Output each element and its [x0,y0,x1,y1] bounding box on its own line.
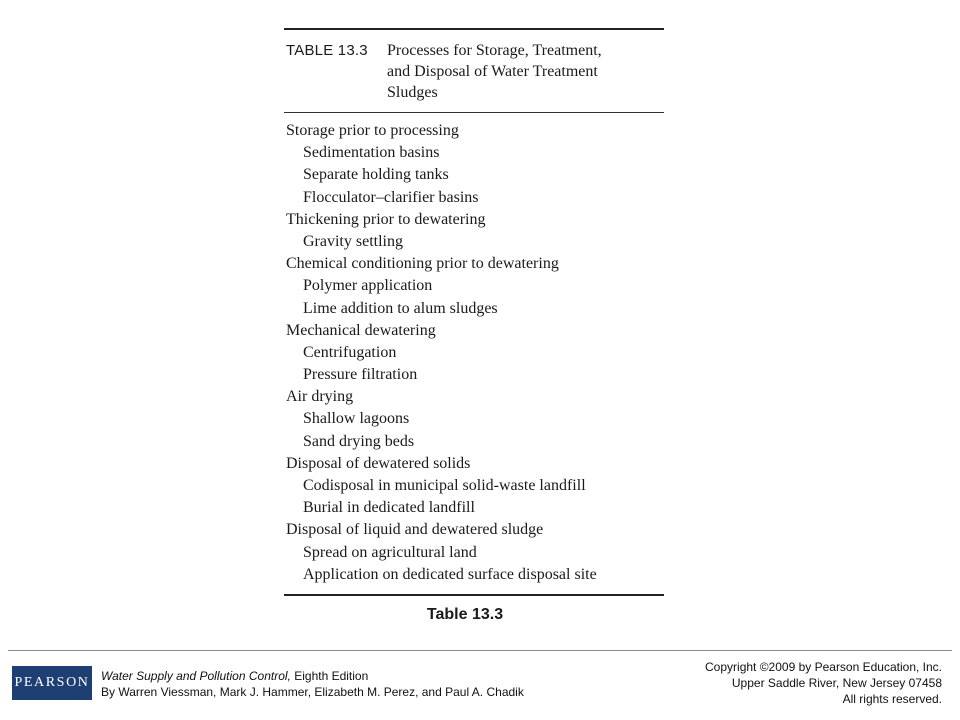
table-category: Mechanical dewatering [286,321,436,339]
table-subentry: Burial in dedicated landfill [303,499,475,517]
table-subentry: Polymer application [303,277,433,295]
book-edition: Eighth Edition [290,669,369,683]
copyright-line: Copyright ©2009 by Pearson Education, Inc. [705,660,942,674]
table-subentry: Pressure filtration [303,366,418,384]
table-subentry: Sedimentation basins [303,144,440,162]
table-subentry: Separate holding tanks [303,166,449,184]
book-title: Water Supply and Pollution Control, [101,669,291,683]
pearson-logo [12,666,92,700]
table-subentry: Gravity settling [303,232,403,250]
publisher-address: Upper Saddle River, New Jersey 07458 [731,676,942,690]
table-subentry: Lime addition to alum sludges [303,299,498,317]
book-title-line [101,668,524,684]
table-13-3 [284,28,664,596]
table-category: Air drying [286,388,354,406]
table-title-line: and Disposal of Water Treatment [387,63,598,80]
table-subentry: Spread on agricultural land [303,543,477,561]
table-body [284,113,664,594]
logo-text: PEARSON [14,675,90,690]
table-title-line: Sludges [387,84,438,101]
book-authors: By Warren Viessman, Mark J. Hammer, Elizabeth M. Perez, and Paul A. Chadik [101,685,524,699]
table-category: Chemical conditioning prior to dewatering [286,255,559,273]
table-category: Storage prior to processing [286,122,459,139]
table-subentry: Application on dedicated surface disposal site [303,565,597,583]
table-subentry: Flocculator–clarifier basins [303,188,479,206]
rights-line: All rights reserved. [842,692,942,706]
figure-caption: Table 13.3 [426,606,504,623]
book-citation [101,668,524,700]
table-title-line: Processes for Storage, Treatment, [387,42,602,59]
table-bottom-rule [284,594,664,596]
table-subentry: Shallow lagoons [303,410,410,428]
table-subentry: Sand drying beds [303,432,415,450]
table-subentry: Centrifugation [303,343,397,361]
table-category: Disposal of liquid and dewatered sludge [286,521,544,539]
table-subentry: Codisposal in municipal solid-waste landfill [303,477,586,494]
table-header [284,30,664,112]
table-title [387,40,647,103]
footer-divider [8,650,952,651]
table-number: TABLE 13.3 [286,42,368,59]
table-category: Thickening prior to dewatering [286,210,486,228]
table-category: Disposal of dewatered solids [286,454,471,472]
copyright-notice [705,659,942,707]
